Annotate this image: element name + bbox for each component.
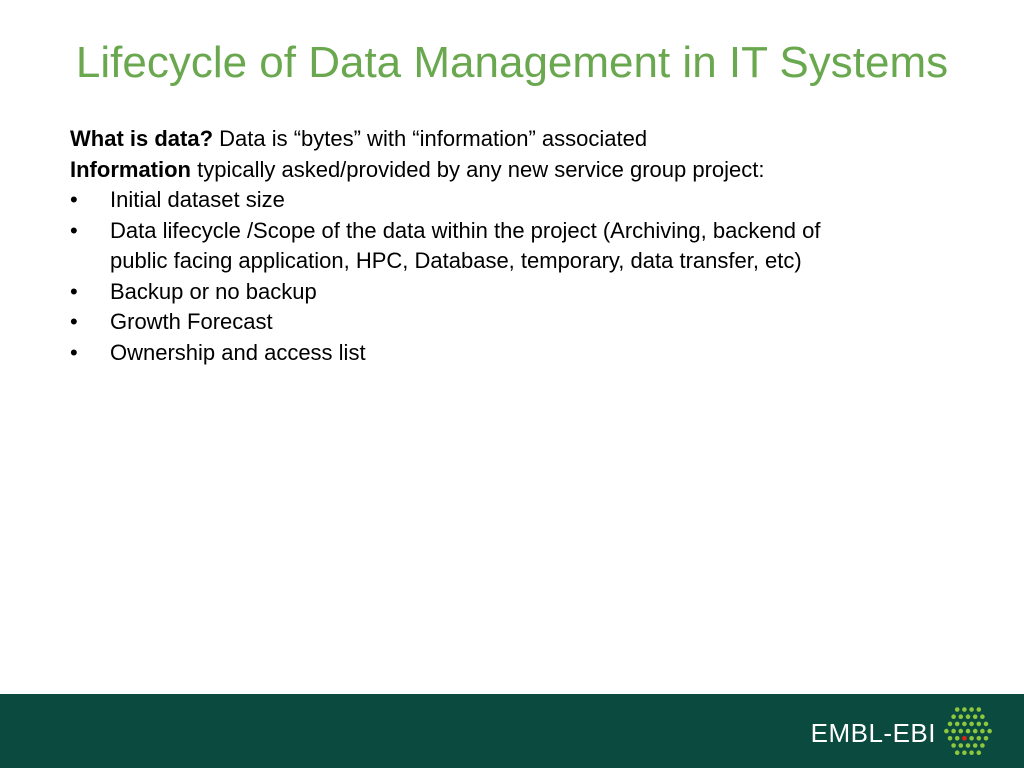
logo-dot bbox=[966, 743, 971, 748]
definition-term: What is data? bbox=[70, 126, 214, 151]
bullet-list bbox=[70, 185, 970, 368]
logo-dot bbox=[973, 714, 978, 719]
information-text: typically asked/provided by any new service group project: bbox=[191, 156, 765, 182]
logo-dot bbox=[980, 714, 985, 719]
bullet-icon: • bbox=[70, 278, 78, 304]
list-item-text: Data lifecycle /Scope of the data within the project (Archiving, backend of bbox=[110, 217, 821, 243]
logo-dot bbox=[977, 750, 982, 755]
logo-dot bbox=[955, 707, 960, 712]
logo-dot bbox=[969, 750, 974, 755]
logo-dot bbox=[977, 722, 982, 727]
logo-dot bbox=[962, 722, 967, 727]
logo-dot bbox=[944, 729, 949, 734]
information-term: Information bbox=[70, 156, 191, 182]
logo-dot bbox=[966, 714, 971, 719]
logo-dot bbox=[948, 736, 953, 741]
logo-dot bbox=[962, 750, 967, 755]
list-item bbox=[70, 307, 970, 338]
information-line bbox=[70, 155, 970, 186]
logo-dot bbox=[955, 750, 960, 755]
logo-dot bbox=[962, 707, 967, 712]
logo-dot bbox=[987, 729, 992, 734]
bullet-icon: • bbox=[70, 187, 78, 212]
logo-dot bbox=[977, 736, 982, 741]
logo-dot bbox=[969, 722, 974, 727]
logo-dot bbox=[959, 714, 964, 719]
logo-accent-dot bbox=[962, 736, 967, 741]
logo-dot bbox=[977, 707, 982, 712]
logo-dot bbox=[984, 736, 989, 741]
list-item-text: Ownership and access list bbox=[110, 339, 366, 365]
list-item bbox=[70, 216, 970, 277]
bullet-icon: • bbox=[70, 309, 78, 334]
logo-dot bbox=[966, 729, 971, 734]
logo-dot bbox=[980, 729, 985, 734]
list-item bbox=[70, 185, 970, 216]
list-item bbox=[70, 277, 970, 308]
bullet-icon: • bbox=[70, 339, 78, 365]
embl-ebi-logo-text: EMBL-EBI bbox=[810, 718, 936, 748]
list-item-text: Backup or no backup bbox=[110, 278, 317, 304]
logo-dot bbox=[969, 707, 974, 712]
logo-dot bbox=[948, 722, 953, 727]
list-item-text: Growth Forecast bbox=[110, 309, 273, 334]
list-item bbox=[70, 338, 970, 369]
logo-dot bbox=[955, 736, 960, 741]
slide-title: Lifecycle of Data Management in IT Systems bbox=[75, 38, 949, 87]
list-item-continuation: public facing application, HPC, Database, temporary, data transfer, etc) bbox=[110, 248, 802, 273]
slide-body bbox=[70, 124, 970, 368]
logo-dot bbox=[951, 729, 956, 734]
logo-dot bbox=[959, 743, 964, 748]
logo-dot bbox=[973, 743, 978, 748]
definition-line bbox=[70, 124, 970, 155]
logo-dot bbox=[951, 743, 956, 748]
logo-dot bbox=[973, 729, 978, 734]
definition-text: Data is “bytes” with “information” associated bbox=[213, 126, 648, 151]
logo-dot bbox=[955, 722, 960, 727]
logo-dot bbox=[984, 722, 989, 727]
logo-dot bbox=[951, 714, 956, 719]
logo-dot bbox=[980, 743, 985, 748]
logo-dot bbox=[959, 729, 964, 734]
bullet-icon: • bbox=[70, 217, 78, 243]
logo-dot bbox=[969, 736, 974, 741]
embl-ebi-dot-cluster-icon bbox=[940, 703, 996, 759]
list-item-text: Initial dataset size bbox=[110, 187, 285, 212]
